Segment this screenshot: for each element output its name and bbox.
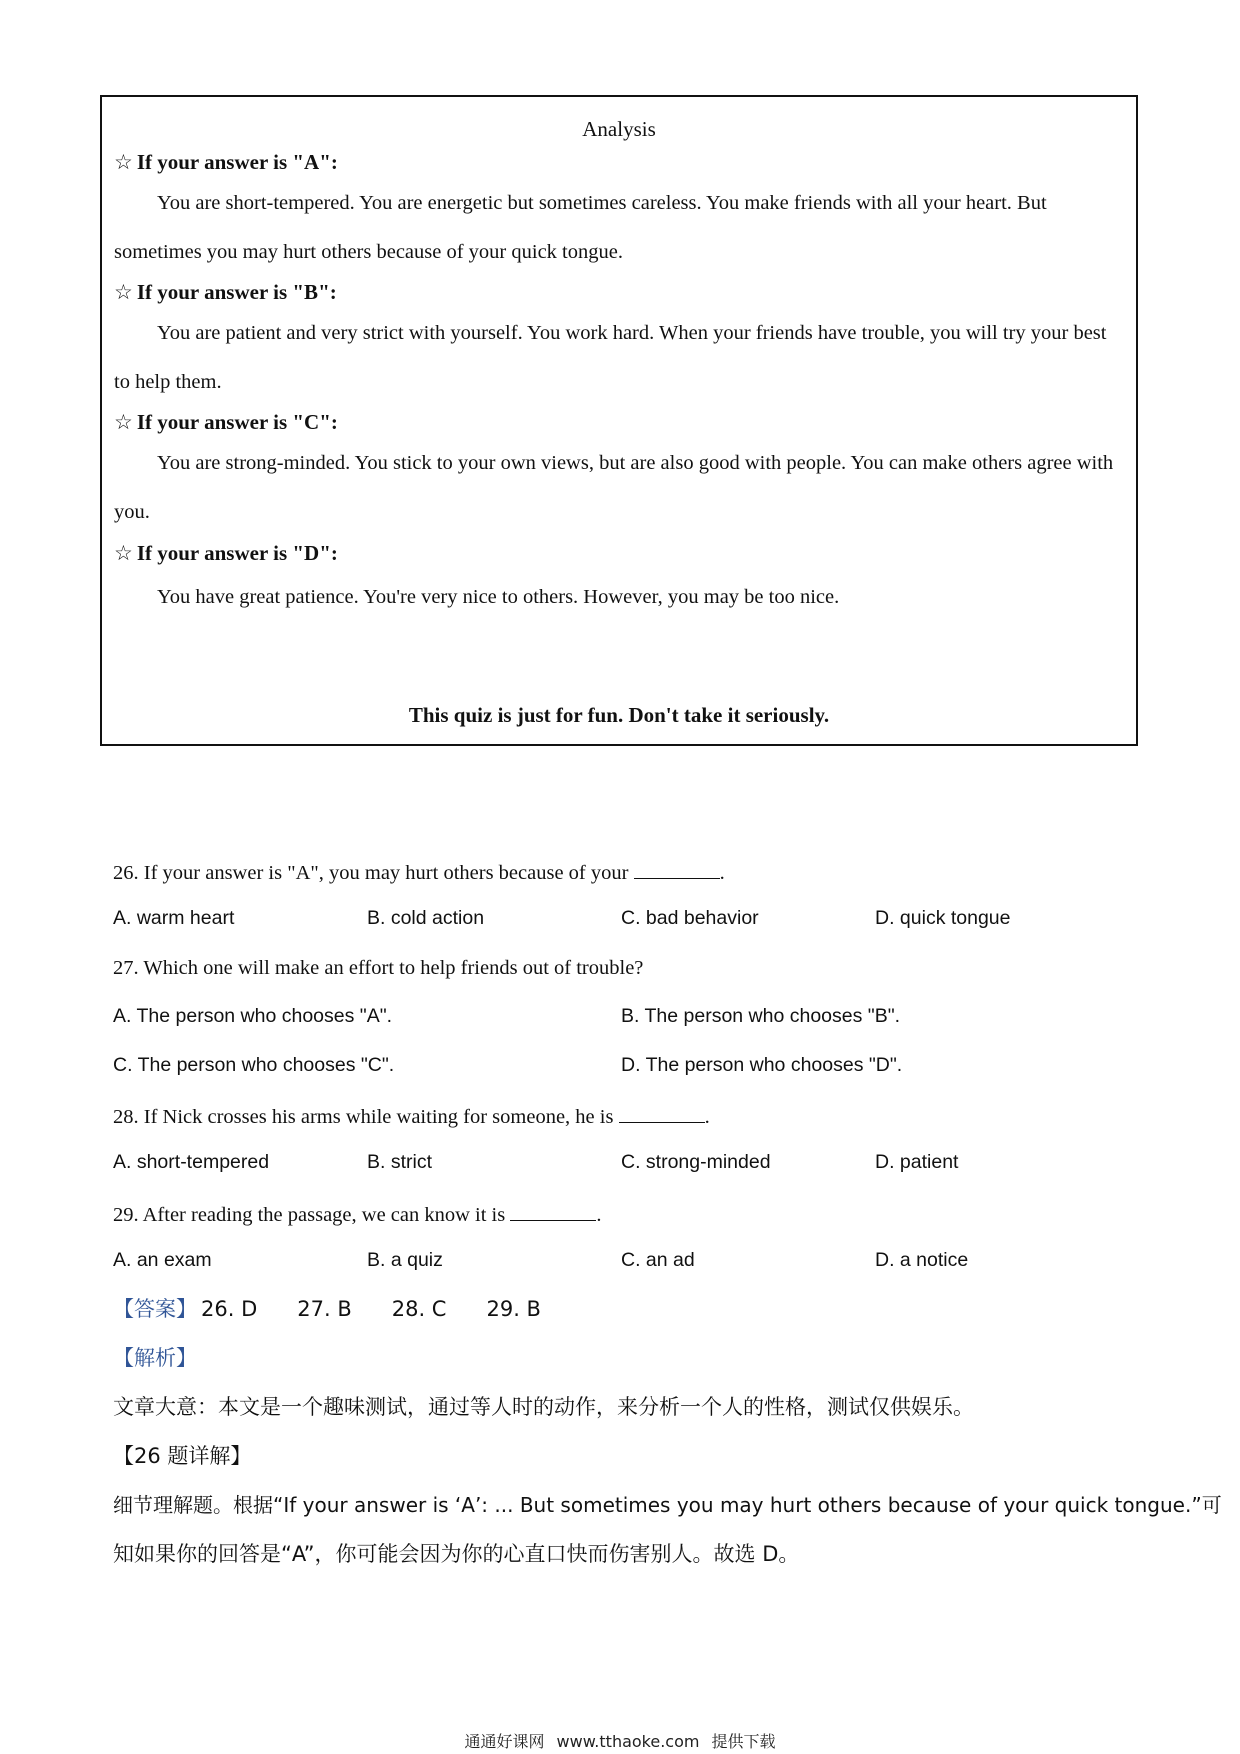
explanation-label: 【解析】 — [113, 1346, 197, 1370]
q26-detail-label: 【26 题详解】 — [113, 1444, 252, 1468]
answer-b-body: You are patient and very strict with yourself. You work hard. When your friends have trouble, you will try your best to help them. — [114, 322, 1107, 393]
quiz-closing-note: This quiz is just for fun. Don't take it seriously. — [408, 703, 830, 727]
question-26: 26. If your answer is "A", you may hurt others because of your . — [113, 862, 725, 884]
q27-option-a: A. The person who chooses "A". — [113, 1005, 393, 1027]
star-icon: ☆ — [114, 150, 133, 174]
answer-label: 【答案】 — [113, 1297, 197, 1321]
q29-option-b: B. a quiz — [367, 1249, 443, 1271]
q26-option-d: D. quick tongue — [875, 907, 1011, 929]
q29-option-c: C. an ad — [621, 1249, 695, 1271]
answer-blank — [510, 1202, 596, 1221]
q26-option-b: B. cold action — [367, 907, 485, 929]
star-icon: ☆ — [114, 410, 133, 434]
q27-option-c: C. The person who chooses "C". — [113, 1054, 395, 1076]
star-icon: ☆ — [114, 541, 133, 565]
q26-detail-line-2: 知如果你的回答是“A”，你可能会因为你的心直口快而伤害别人。故选 D。 — [113, 1542, 800, 1566]
q28-option-a: A. short-tempered — [113, 1151, 270, 1173]
answer-d-heading: ☆ If your answer is "D": — [114, 541, 338, 565]
answer-a-heading: ☆ If your answer is "A": — [114, 150, 338, 174]
answer-b-heading: ☆ If your answer is "B": — [114, 280, 337, 304]
answer-blank — [619, 1104, 705, 1123]
analysis-title: Analysis — [582, 117, 656, 141]
answer-blank — [634, 860, 720, 879]
q28-option-b: B. strict — [367, 1151, 433, 1173]
star-icon: ☆ — [114, 280, 133, 304]
footer-note: 提供下载 — [711, 1732, 776, 1751]
q27-option-d: D. The person who chooses "D". — [621, 1054, 903, 1076]
q26-option-c: C. bad behavior — [621, 907, 759, 929]
analysis-box — [100, 95, 1138, 746]
q27-option-b: B. The person who chooses "B". — [621, 1005, 901, 1027]
answer-a-body: You are short-tempered. You are energetic but sometimes careless. You make friends with all your heart. But sometimes you may hurt others because of your quick tongue. — [114, 192, 1047, 263]
answer-29: 29. B — [486, 1297, 541, 1321]
passage-summary: 文章大意：本文是一个趣味测试，通过等人时的动作，来分析一个人的性格，测试仅供娱乐。 — [113, 1395, 974, 1419]
answer-c-heading: ☆ If your answer is "C": — [114, 410, 338, 434]
q28-option-d: D. patient — [875, 1151, 959, 1173]
q28-option-c: C. strong-minded — [621, 1151, 771, 1173]
question-29: 29. After reading the passage, we can know it is . — [113, 1204, 602, 1226]
q29-option-d: D. a notice — [875, 1249, 969, 1271]
question-27: 27. Which one will make an effort to help friends out of trouble? — [113, 957, 644, 979]
page-footer — [0, 1734, 1240, 1750]
answer-key — [113, 1299, 581, 1320]
answer-28: 28. C — [391, 1297, 447, 1321]
answer-c-body: You are strong-minded. You stick to your own views, but are also good with people. You can make others agree with you. — [114, 452, 1114, 523]
answer-27: 27. B — [297, 1297, 352, 1321]
footer-url[interactable]: www.tthaoke.com — [556, 1732, 700, 1751]
footer-site-name: 通通好课网 — [464, 1732, 545, 1751]
question-28: 28. If Nick crosses his arms while waiting for someone, he is . — [113, 1106, 710, 1128]
answer-26: 26. D — [201, 1297, 258, 1321]
q26-detail-line-1: 细节理解题。根据“If your answer is ‘A’: ... But sometimes you may hurt others because of your quick tongue.”可 — [113, 1493, 1222, 1517]
q29-option-a: A. an exam — [113, 1249, 212, 1271]
q26-option-a: A. warm heart — [113, 907, 235, 929]
answer-d-body: You have great patience. You're very nice to others. However, you may be too nice. — [157, 586, 840, 608]
